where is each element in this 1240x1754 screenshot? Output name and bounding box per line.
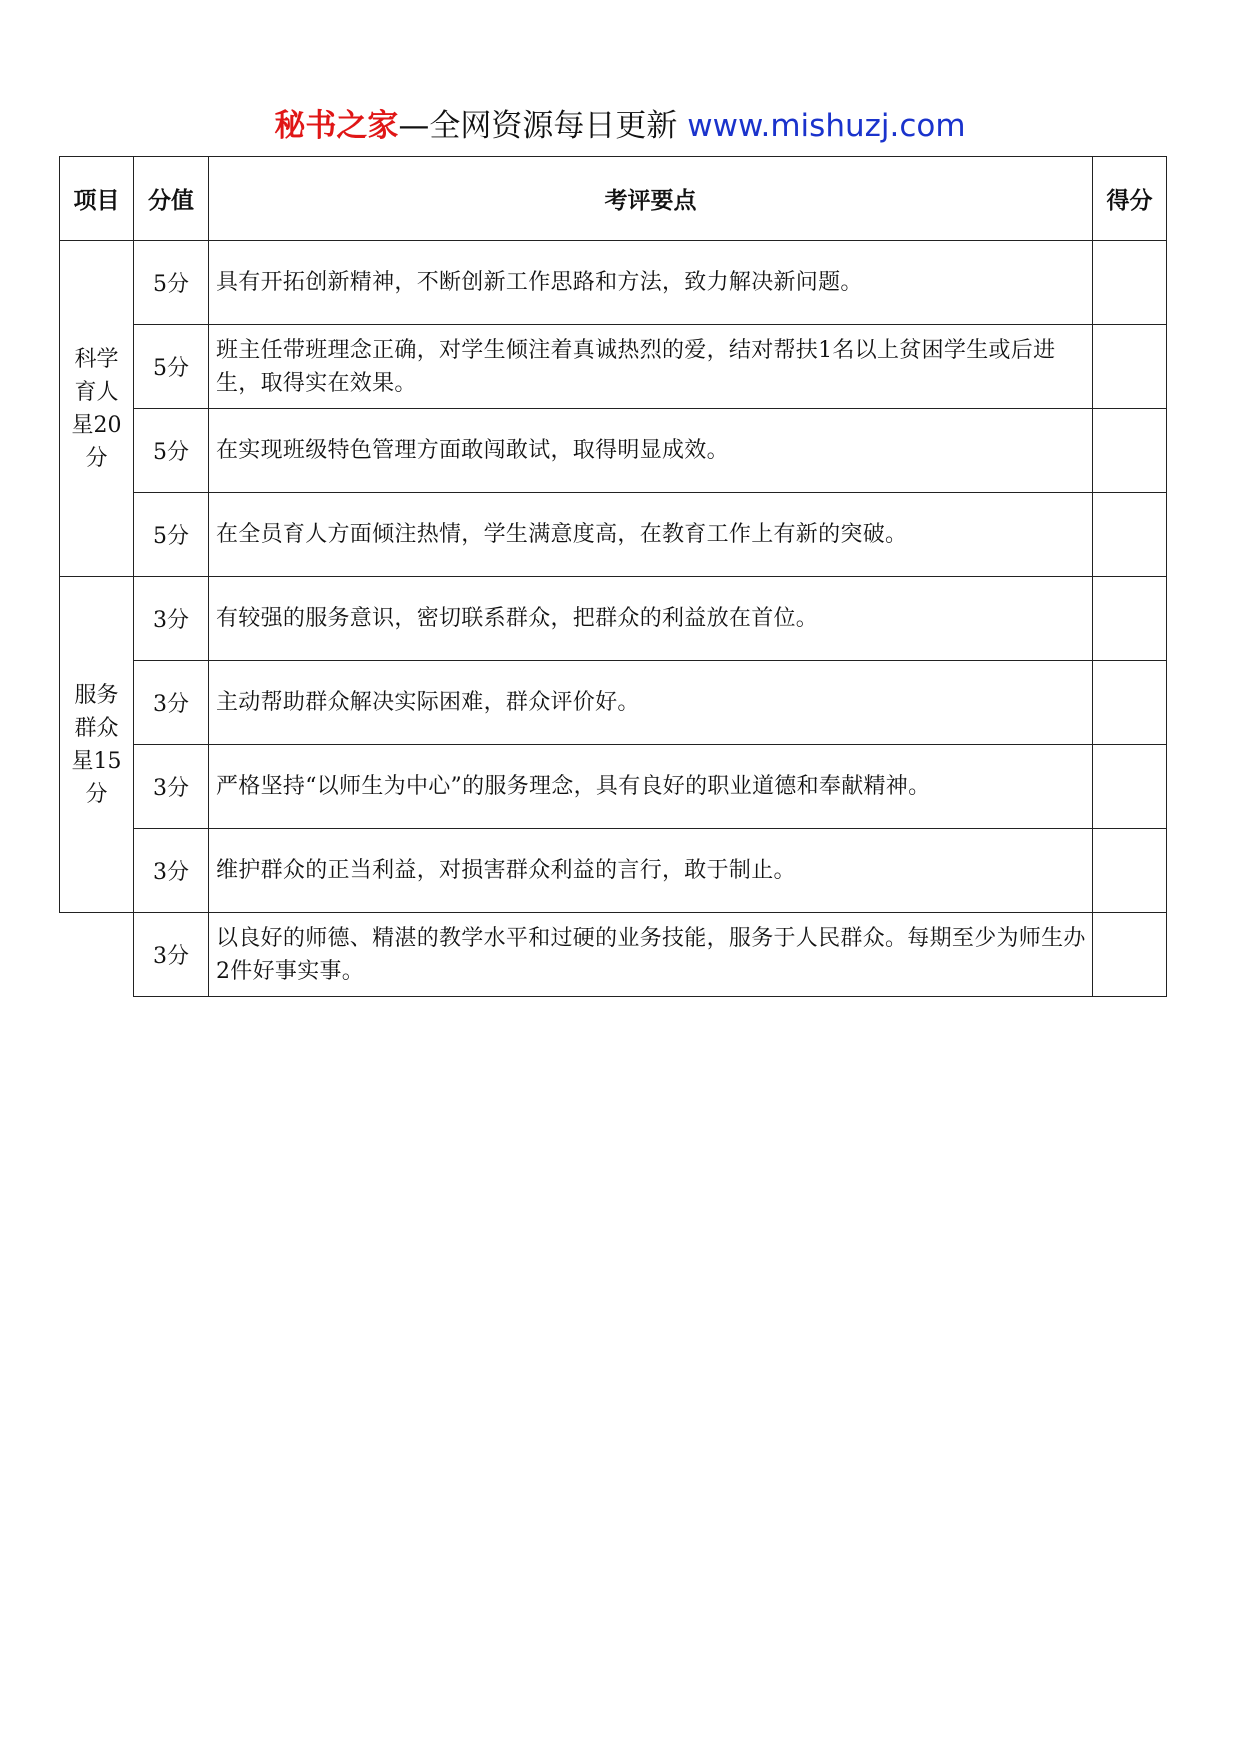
- column-header-item: 项目: [60, 157, 134, 241]
- category-label: 科学育人星20分: [71, 346, 122, 471]
- table-row: [60, 745, 1167, 829]
- table-header-row: [60, 157, 1167, 241]
- score-cell[interactable]: [1093, 241, 1167, 325]
- site-url[interactable]: www.mishuzj.com: [687, 108, 966, 144]
- table-row: [60, 829, 1167, 913]
- table-row: [60, 661, 1167, 745]
- score-cell[interactable]: [1093, 829, 1167, 913]
- score-cell[interactable]: [1093, 325, 1167, 409]
- score-cell[interactable]: [1093, 913, 1167, 997]
- score-cell[interactable]: [1093, 745, 1167, 829]
- points-cell: 5分: [134, 241, 209, 325]
- column-header-score: 得分: [1093, 157, 1167, 241]
- category-cell: [60, 577, 134, 913]
- score-cell[interactable]: [1093, 577, 1167, 661]
- criteria-cell: 有较强的服务意识，密切联系群众，把群众的利益放在首位。: [209, 577, 1093, 661]
- evaluation-table: [59, 156, 1167, 997]
- table-row: [60, 241, 1167, 325]
- points-cell: 3分: [134, 913, 209, 997]
- score-cell[interactable]: [1093, 661, 1167, 745]
- criteria-cell: 在全员育人方面倾注热情，学生满意度高，在教育工作上有新的突破。: [209, 493, 1093, 577]
- category-label: 服务群众星15分: [71, 682, 122, 807]
- criteria-cell: 主动帮助群众解决实际困难，群众评价好。: [209, 661, 1093, 745]
- points-cell: 3分: [134, 577, 209, 661]
- points-cell: 5分: [134, 325, 209, 409]
- criteria-cell: 严格坚持“以师生为中心”的服务理念，具有良好的职业道德和奉献精神。: [209, 745, 1093, 829]
- table-row: [60, 493, 1167, 577]
- score-cell[interactable]: [1093, 493, 1167, 577]
- points-cell: 5分: [134, 409, 209, 493]
- criteria-cell: 班主任带班理念正确，对学生倾注着真诚热烈的爱，结对帮扶1名以上贫困学生或后进生，取得实在效果。: [209, 325, 1093, 409]
- brand-name: 秘书之家: [274, 108, 399, 144]
- document-header: [0, 104, 1240, 148]
- score-cell[interactable]: [1093, 409, 1167, 493]
- points-cell: 3分: [134, 661, 209, 745]
- points-cell: 5分: [134, 493, 209, 577]
- points-cell: 3分: [134, 829, 209, 913]
- criteria-cell: 以良好的师德、精湛的教学水平和过硬的业务技能，服务于人民群众。每期至少为师生办2件好事实事。: [209, 913, 1093, 997]
- table-row: [60, 409, 1167, 493]
- empty-category-cell: [60, 913, 134, 997]
- column-header-points: 分值: [134, 157, 209, 241]
- points-cell: 3分: [134, 745, 209, 829]
- table-row: [60, 325, 1167, 409]
- criteria-cell: 维护群众的正当利益，对损害群众利益的言行，敢于制止。: [209, 829, 1093, 913]
- criteria-cell: 具有开拓创新精神，不断创新工作思路和方法，致力解决新问题。: [209, 241, 1093, 325]
- column-header-criteria: 考评要点: [209, 157, 1093, 241]
- table-row: [60, 577, 1167, 661]
- criteria-cell: 在实现班级特色管理方面敢闯敢试，取得明显成效。: [209, 409, 1093, 493]
- category-cell: [60, 241, 134, 577]
- header-slogan: —全网资源每日更新: [398, 108, 678, 144]
- table-row: [60, 913, 1167, 997]
